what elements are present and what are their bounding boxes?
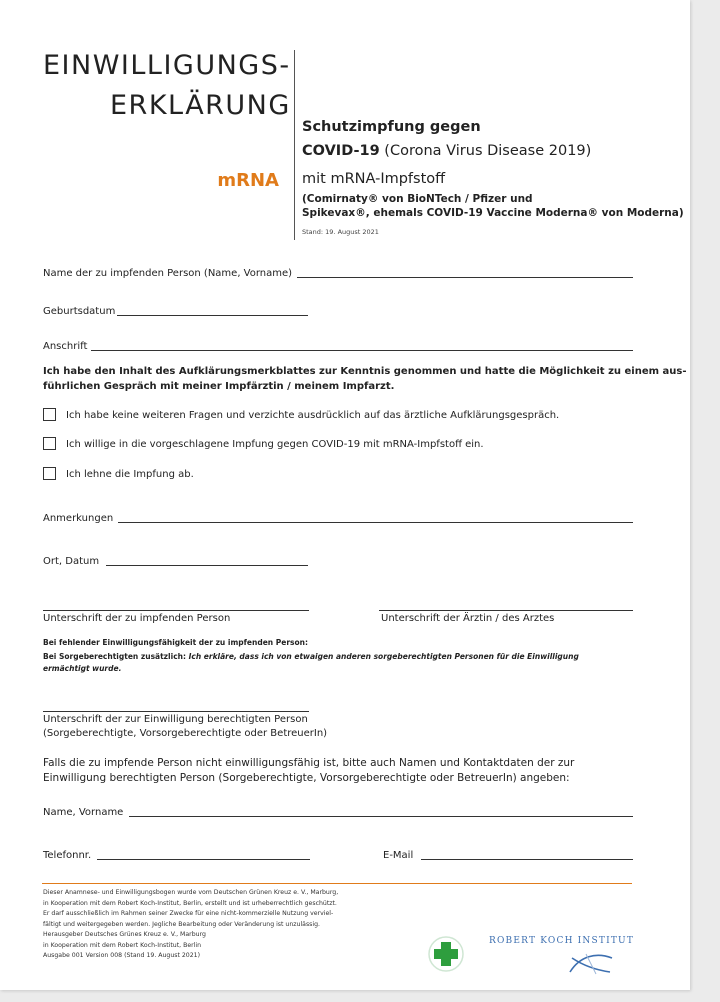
checkbox-consent[interactable] xyxy=(43,437,56,450)
email-input-line[interactable] xyxy=(421,859,633,860)
checkbox-decline-label: Ich lehne die Impfung ab. xyxy=(66,469,194,480)
name-input-line[interactable] xyxy=(297,277,633,278)
checkbox-decline[interactable] xyxy=(43,467,56,480)
vaccines-line-1: (Comirnaty® von BioNTech / Pfizer und xyxy=(302,193,533,205)
subheading-line-1: Schutzimpfung gegen xyxy=(302,119,481,135)
footer-line: in Kooperation mit dem Robert Koch-Institut, Berlin, erstellt und ist urheberrechtlich geschützt. xyxy=(43,899,337,907)
place-date-label: Ort, Datum xyxy=(43,556,100,567)
footer-line: in Kooperation mit dem Robert Koch-Institut, Berlin xyxy=(43,941,202,949)
title-divider xyxy=(294,50,295,240)
footer-line: Herausgeber Deutsches Grünes Kreuz e. V., Marburg xyxy=(43,931,206,938)
title-line-2: ERKLÄRUNG xyxy=(110,90,291,121)
place-date-input-line[interactable] xyxy=(106,565,308,566)
incapacity-line-1: Bei fehlender Einwilligungsfähigkeit der zu impfenden Person: xyxy=(43,638,308,647)
checkbox-no-questions[interactable] xyxy=(43,408,56,421)
phone-input-line[interactable] xyxy=(97,859,310,860)
footer-divider xyxy=(42,883,632,884)
signature-doctor-label: Unterschrift der Ärztin / des Arztes xyxy=(381,613,555,624)
phone-label: Telefonnr. xyxy=(43,850,92,861)
subheading-line-2: COVID-19 (Corona Virus Disease 2019) xyxy=(302,143,592,159)
vaccine-type-label: mRNA xyxy=(217,170,279,191)
statement-line-2: führlichen Gespräch mit meiner Impfärztin / meinem Impfarzt. xyxy=(43,381,395,392)
signature-person-line[interactable] xyxy=(43,610,309,611)
title-line-1: EINWILLIGUNGS- xyxy=(43,50,291,81)
contact-name-input-line[interactable] xyxy=(129,816,633,817)
birthdate-input-line[interactable] xyxy=(117,315,308,316)
incapacity-line-2: Bei Sorgeberechtigten zusätzlich: Ich erkläre, dass ich von etwaigen anderen sorgeberechtigten Personen für die Einwilligung xyxy=(43,652,579,661)
address-input-line[interactable] xyxy=(91,350,633,351)
contact-note-line-1: Falls die zu impfende Person nicht einwilligungsfähig ist, bitte auch Namen und Kontaktdaten der zur xyxy=(43,757,575,769)
address-label: Anschrift xyxy=(43,341,88,352)
subheading-line-3: mit mRNA-Impfstoff xyxy=(302,171,446,187)
signature-guardian-line[interactable] xyxy=(43,711,309,712)
rki-logo-text: ROBERT KOCH INSTITUT xyxy=(489,936,635,946)
remarks-label: Anmerkungen xyxy=(43,513,114,524)
green-cross-logo xyxy=(428,936,464,972)
vaccines-line-2: Spikevax®, ehemals COVID-19 Vaccine Moderna® von Moderna) xyxy=(302,207,684,219)
footer-line: fältigt und weitergegeben werden. Jegliche Bearbeitung oder Veränderung ist unzulässig. xyxy=(43,920,321,928)
signature-guardian-label-1: Unterschrift der zur Einwilligung berechtigten Person xyxy=(43,714,308,725)
footer-text xyxy=(43,888,338,962)
birthdate-label: Geburtsdatum xyxy=(43,306,116,317)
incapacity-line-3: ermächtigt wurde. xyxy=(43,664,122,673)
checkbox-no-questions-label: Ich habe keine weiteren Fragen und verzichte ausdrücklich auf das ärztliche Aufklärungsgespräch. xyxy=(66,410,560,421)
contact-name-label: Name, Vorname xyxy=(43,807,124,818)
footer-line: Ausgabe 001 Version 008 (Stand 19. August 2021) xyxy=(43,952,201,959)
footer-line: Dieser Anamnese- und Einwilligungsbogen wurde vom Deutschen Grünen Kreuz e. V., Marburg, xyxy=(43,889,339,896)
name-label: Name der zu impfenden Person (Name, Vorname) xyxy=(43,268,293,279)
rki-logo-icon xyxy=(566,950,616,976)
remarks-input-line[interactable] xyxy=(118,522,633,523)
checkbox-consent-label: Ich willige in die vorgeschlagene Impfung gegen COVID-19 mit mRNA-Impfstoff ein. xyxy=(66,439,484,450)
signature-doctor-line[interactable] xyxy=(379,610,633,611)
stand-date: Stand: 19. August 2021 xyxy=(302,228,379,236)
signature-guardian-label-2: (Sorgeberechtigte, Vorsorgeberechtigte oder BetreuerIn) xyxy=(43,728,328,739)
email-label: E-Mail xyxy=(383,850,414,861)
signature-person-label: Unterschrift der zu impfenden Person xyxy=(43,613,231,624)
footer-line: Er darf ausschließlich im Rahmen seiner Zwecke für eine nicht-kommerzielle Nutzung verviel- xyxy=(43,910,334,917)
statement-line-1: Ich habe den Inhalt des Aufklärungsmerkblattes zur Kenntnis genommen und hatte die Möglichkeit zu einem aus- xyxy=(43,366,687,377)
contact-note-line-2: Einwilligung berechtigten Person (Sorgeberechtigte, Vorsorgeberechtigte oder BetreuerIn) angeben: xyxy=(43,772,570,784)
